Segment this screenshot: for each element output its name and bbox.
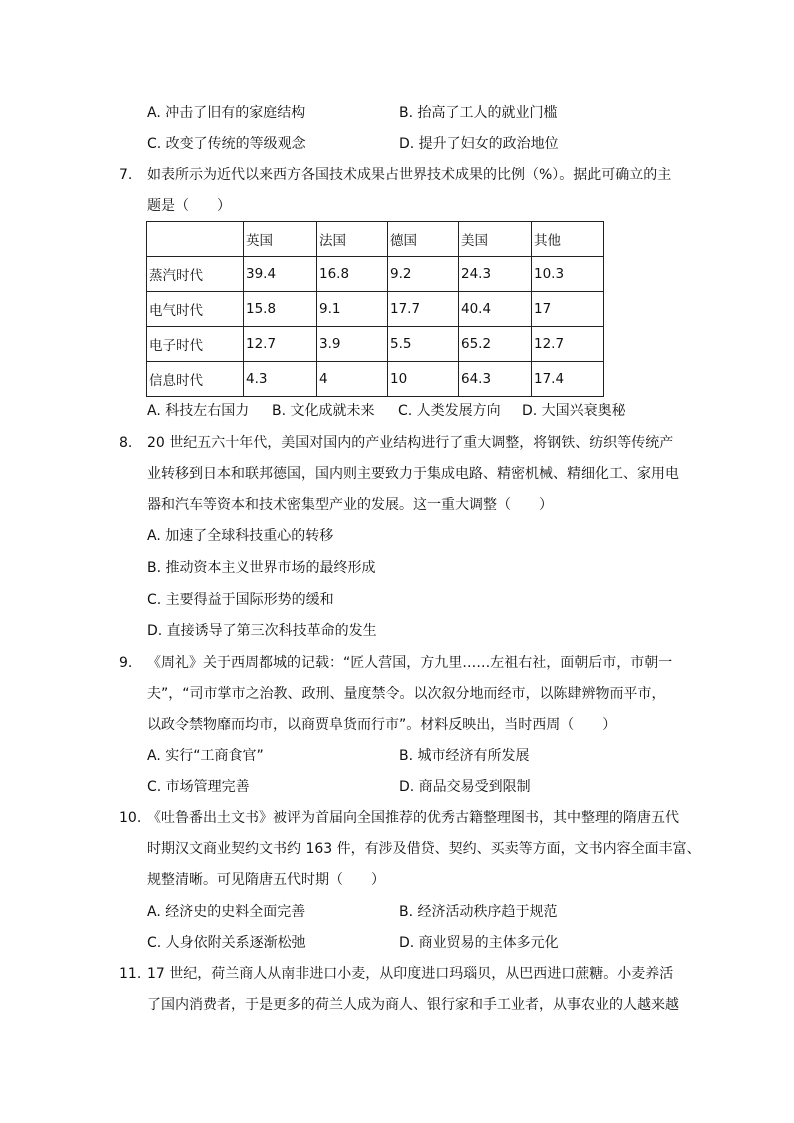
q6-option-b: B. 抬高了工人的就业门槛 [399,105,558,121]
q8-option-c: C. 主要得益于国际形势的缓和 [147,592,334,608]
table-cell: 3.9 [317,327,388,362]
table-cell: 10.3 [532,257,604,292]
q10-number: 10. [119,810,142,826]
table-cell: 24.3 [459,257,532,292]
table-header-cell: 德国 [388,222,459,257]
table-row [147,362,604,397]
table-cell: 12.7 [244,327,317,362]
table-row-label: 电子时代 [147,327,244,362]
q11-stem-line-1: 17 世纪，荷兰商人从南非进口小麦，从印度进口玛瑙贝，从巴西进口蔗糖。小麦养活 [147,966,674,982]
q8-stem-line-2: 业转移到日本和联邦德国，国内则主要致力于集成电路、精密机械、精细化工、家用电 [147,466,679,482]
q10-stem-line-2: 时期汉文商业契约文书约 163 件，有涉及借贷、契约、买卖等方面，文书内容全面丰富、 [147,841,701,857]
q7-stem-line-2: 题是（ ） [147,198,231,214]
table-header-cell: 美国 [459,222,532,257]
table-cell: 40.4 [459,292,532,327]
table-cell: 4 [317,362,388,397]
q7-option-c: C. 人类发展方向 [398,403,501,419]
table-cell: 15.8 [244,292,317,327]
table-header-cell: 法国 [317,222,388,257]
q8-number: 8. [119,435,133,451]
q9-option-d: D. 商品交易受到限制 [399,779,531,795]
table-cell: 16.8 [317,257,388,292]
q9-option-b: B. 城市经济有所发展 [399,748,530,764]
q10-option-b: B. 经济活动秩序趋于规范 [399,904,558,920]
table-cell: 17.4 [532,362,604,397]
q11-stem-line-2: 了国内消费者，于是更多的荷兰人成为商人、银行家和手工业者，从事农业的人越来越 [147,997,679,1013]
table-cell: 17 [532,292,604,327]
q8-stem-line-3: 器和汽车等资本和技术密集型产业的发展。这一重大调整（ ） [147,497,553,513]
table-cell: 12.7 [532,327,604,362]
q7-option-a: A. 科技左右国力 [147,403,250,419]
q8-stem-line-1: 20 世纪五六十年代，美国对国内的产业结构进行了重大调整，将钢铁、纺织等传统产 [147,435,674,451]
q10-stem-line-1: 《吐鲁番出土文书》被评为首届向全国推荐的优秀古籍整理图书，其中整理的隋唐五代 [147,810,679,826]
table-cell: 64.3 [459,362,532,397]
q9-stem-line-1: 《周礼》关于西周都城的记载：“匠人营国，方九里……左祖右社，面朝后市，市朝一 [147,655,673,671]
table-cell [147,222,244,257]
q8-option-a: A. 加速了全球科技重心的转移 [147,528,334,544]
table-cell: 10 [388,362,459,397]
q8-option-b: B. 推动资本主义世界市场的最终形成 [147,560,376,576]
q9-option-a: A. 实行“工商食官” [147,748,264,764]
table-row [147,292,604,327]
table-header-row [147,222,604,257]
q10-option-d: D. 商业贸易的主体多元化 [399,935,559,951]
table-row [147,327,604,362]
q9-stem-line-2: 夫”，“司市掌市之治教、政刑、量度禁令。以次叙分地而经市，以陈肆辨物而平市， [147,686,666,702]
q6-option-a: A. 冲击了旧有的家庭结构 [147,105,306,121]
table-header-cell: 其他 [532,222,604,257]
q9-stem-line-3: 以政令禁物靡而均市，以商贾阜货而行市”。材料反映出，当时西周（ ） [147,717,617,733]
q7-option-b: B. 文化成就未来 [272,403,375,419]
table-row-label: 信息时代 [147,362,244,397]
q10-option-c: C. 人身依附关系逐渐松弛 [147,935,306,951]
table-cell: 9.2 [388,257,459,292]
q9-number: 9. [119,655,133,671]
table-cell: 5.5 [388,327,459,362]
q6-option-c: C. 改变了传统的等级观念 [147,136,306,152]
q11-number: 11. [119,966,142,982]
table-cell: 65.2 [459,327,532,362]
q7-stem-line-1: 如表所示为近代以来西方各国技术成果占世界技术成果的比例（%）。据此可确立的主 [147,167,672,183]
q7-data-table [146,221,604,397]
table-row-label: 电气时代 [147,292,244,327]
table-row [147,257,604,292]
q9-option-c: C. 市场管理完善 [147,779,250,795]
table-cell: 9.1 [317,292,388,327]
q10-option-a: A. 经济史的史料全面完善 [147,904,306,920]
table-header-cell: 英国 [244,222,317,257]
table-cell: 17.7 [388,292,459,327]
q10-stem-line-3: 规整清晰。可见隋唐五代时期（ ） [147,872,385,888]
q8-option-d: D. 直接诱导了第三次科技革命的发生 [147,623,377,639]
table-row-label: 蒸汽时代 [147,257,244,292]
q7-option-d: D. 大国兴衰奥秘 [522,403,626,419]
q7-number: 7. [119,167,133,183]
table-cell: 4.3 [244,362,317,397]
table-cell: 39.4 [244,257,317,292]
q6-option-d: D. 提升了妇女的政治地位 [399,136,559,152]
